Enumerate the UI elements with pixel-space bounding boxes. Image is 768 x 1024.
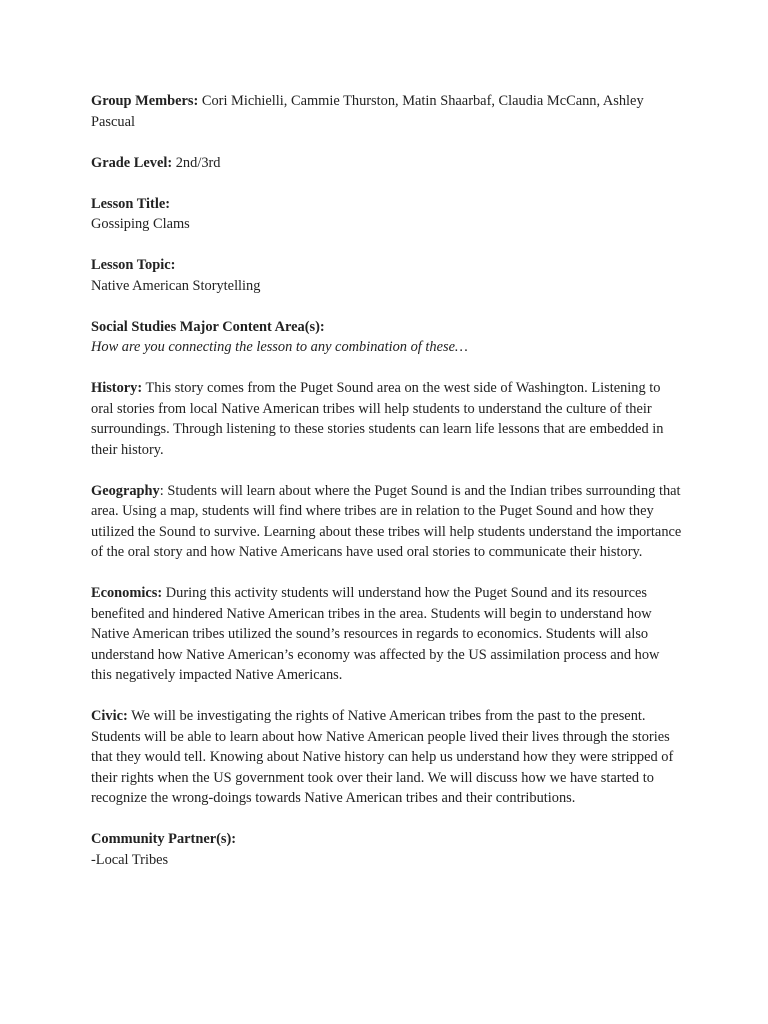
geography-text: : Students will learn about where the Puget Sound is and the Indian tribes surrounding that area. Using a map, students will find where tribes are in relation to the Puget Sound and how they utilized the Sound to survive. Learning about these tribes will help students understand the importance of the oral story and how Native Americans have used oral stories to communicate their history. xyxy=(91,482,682,560)
content-area-prompt: How are you connecting the lesson to any combination of these… xyxy=(91,339,468,355)
civic-section xyxy=(91,706,683,809)
grade-level-value: 2nd/3rd xyxy=(175,154,221,171)
group-members-label: Group Members: xyxy=(91,93,199,109)
lesson-title-label: Lesson Title: xyxy=(91,195,171,212)
lesson-topic-value: Native American Storytelling xyxy=(91,277,261,294)
economics-section xyxy=(91,583,683,686)
geography-label: Geography xyxy=(91,482,160,499)
document-page xyxy=(91,91,683,891)
lesson-title-value: Gossiping Clams xyxy=(91,216,190,232)
grade-level-label: Grade Level: xyxy=(91,154,173,171)
grade-level-section xyxy=(91,153,683,174)
civic-label: Civic: xyxy=(91,708,128,724)
lesson-title-section xyxy=(91,194,683,235)
geography-section xyxy=(91,481,683,563)
history-text: This story comes from the Puget Sound area on the west side of Washington. Listening to oral stories from local Native American tribes will help students to understand the culture of their surroundings. Through listening to these stories students can learn life lessons that are embedded in their history. xyxy=(91,380,664,458)
community-partners-label: Community Partner(s): xyxy=(91,831,237,847)
history-label: History: xyxy=(91,380,143,396)
lesson-topic-section xyxy=(91,255,683,296)
lesson-topic-label: Lesson Topic: xyxy=(91,257,176,273)
content-area-label: Social Studies Major Content Area(s): xyxy=(91,318,325,335)
community-partner-item: -Local Tribes xyxy=(91,851,169,868)
group-members-value: Cori Michielli, Cammie Thurston, Matin Shaarbaf, Claudia McCann, Ashley Pascual xyxy=(91,93,644,130)
group-members-section xyxy=(91,91,683,132)
history-section xyxy=(91,378,683,460)
economics-label: Economics: xyxy=(91,585,163,601)
economics-text: During this activity students will understand how the Puget Sound and its resources benefited and hindered Native American tribes in the area. Students will begin to understand how Native American tribes utilized the sound’s resources in regards to economics. Students will also understand how Native American’s economy was affected by the US assimilation process and how this negatively impacted Native Americans. xyxy=(91,585,660,683)
community-partners-section xyxy=(91,829,683,870)
content-area-section xyxy=(91,317,683,358)
civic-text: We will be investigating the rights of Native American tribes from the past to the present. Students will be able to learn about how Native American people lived their lives through the stories that they would tell. Knowing about Native history can help us understand how they were stripped of their rights when the US government took over their land. We will discuss how we have started to recognize the wrong-doings towards Native American tribes and their contributions. xyxy=(91,708,674,806)
